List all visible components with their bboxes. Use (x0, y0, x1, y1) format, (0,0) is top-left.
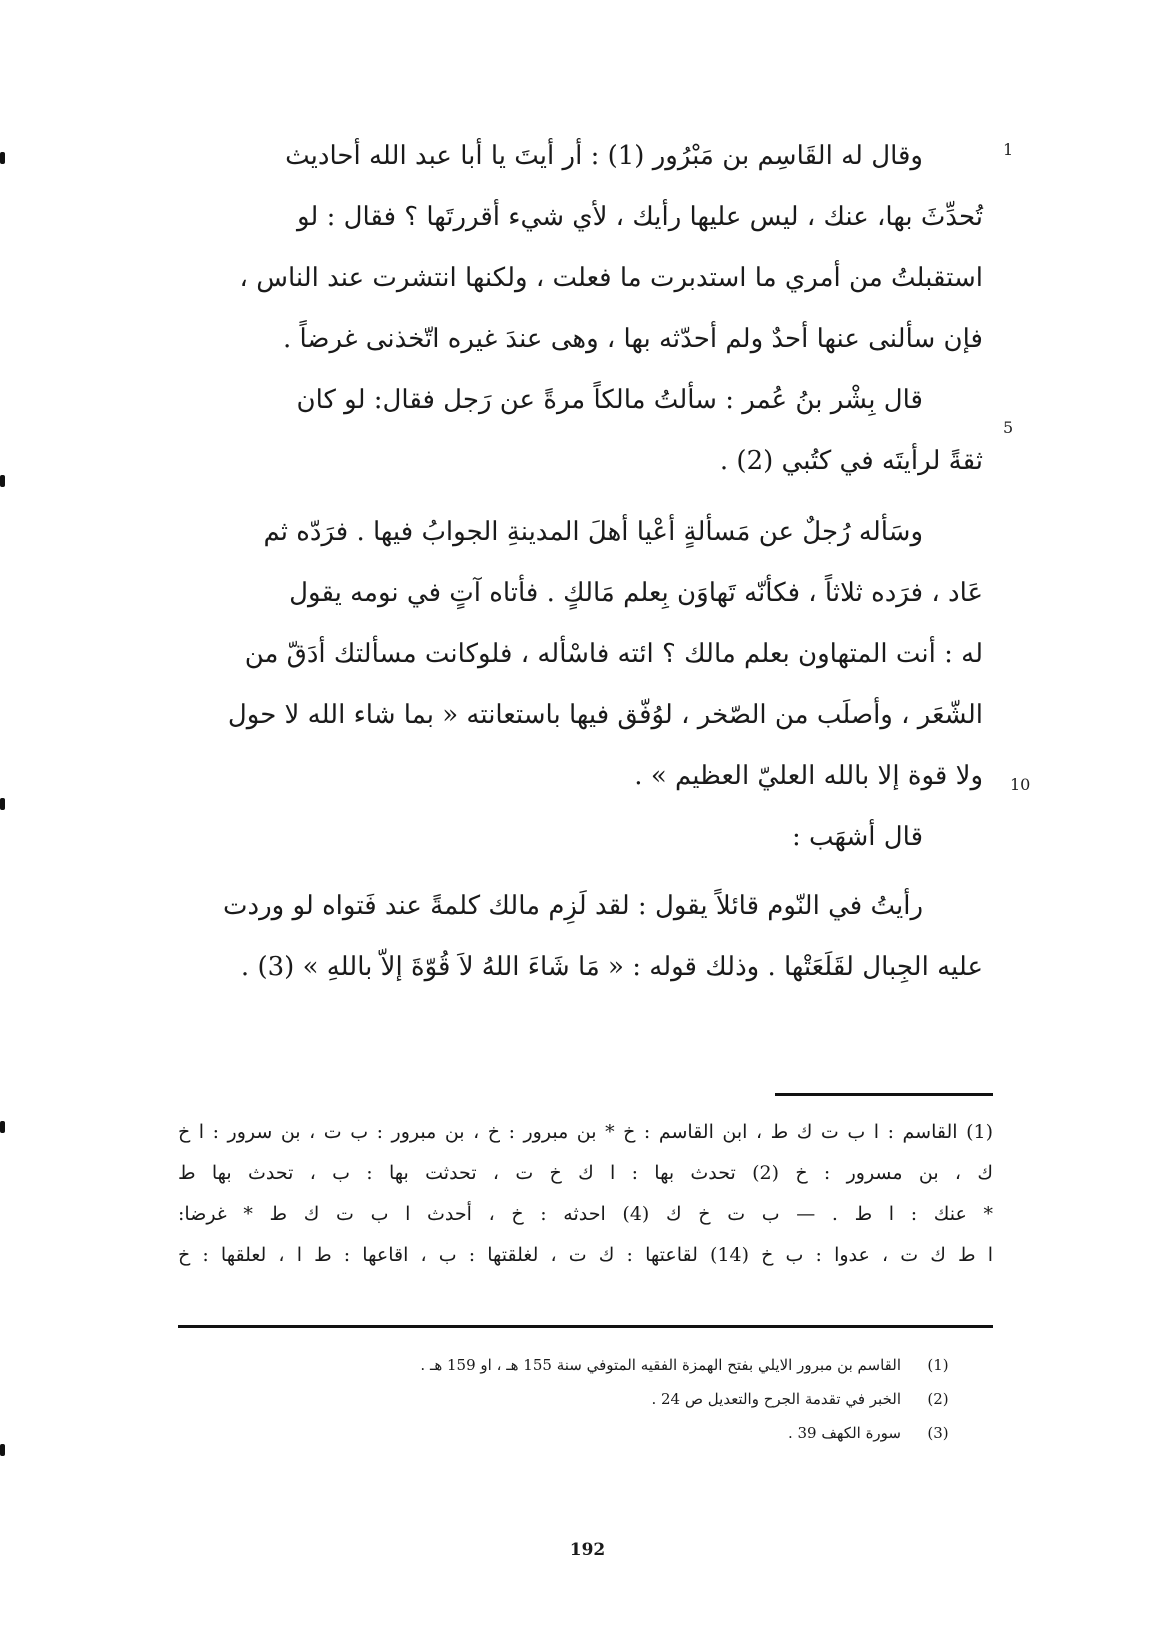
line-number-1: 1 (1003, 140, 1014, 159)
page-number: 192 (569, 1540, 606, 1560)
footnote-text: الخبر في تقدمة الجرح والتعديل ص 24 . (651, 1390, 901, 1408)
divider-rule (775, 1093, 993, 1096)
divider-rule (178, 1325, 993, 1328)
text-line: عَاد ، فرَده ثلاثاً ، فكأنّه تَهاوَن بِعلم مَالكٍ . فأتاه آتٍ في نومه يقول (289, 578, 983, 608)
scan-mark (0, 152, 5, 164)
variant-readings (178, 1112, 993, 1276)
variant-line: ك ، بن مسرور : خ (2) تحدث بها : ا ك خ ت ، تحدثت بها : ب ، تحدث بها ط (178, 1162, 993, 1184)
text-line: ولا قوة إلا بالله العليّ العظيم » . (634, 761, 983, 791)
text-line: رأيتُ في النّوم قائلاً يقول : لقد لَزِم مالك كلمةً عند فَتواه لو وردت (223, 891, 923, 921)
text-line: الشّعَر ، وأصلَب من الصّخر ، لوُفّق فيها باستعانته « بما شاء الله لا حول (227, 700, 983, 730)
scan-mark (0, 1444, 5, 1456)
footnote-text: القاسم بن مبرور الايلي بفتح الهمزة الفقيه المتوفي سنة 155 هـ ، او 159 هـ . (420, 1356, 901, 1374)
text-line: وسَأله رُجلٌ عن مَسألةٍ أعْيا أهلَ المدينةِ الجوابُ فيها . فرَدّه ثم (263, 517, 923, 547)
text-line: عليه الجِبال لقَلَعَتْها . وذلك قوله : « مَا شَاءَ اللهُ لاَ قُوّةَ إلاّ باللهِ » (3) . (240, 952, 983, 982)
variant-line: (1) القاسم : ا ب ت ك ط ، ابن القاسم : خ * بن مبرور : خ ، بن مبرور : ب ت ، بن سرور : ا خ (178, 1121, 993, 1143)
footnote-item (300, 1382, 955, 1416)
text-line: ثقةً لرأيتَه في كتُبي (2) . (719, 446, 983, 476)
scan-mark (0, 798, 5, 810)
text-line: قال بِشْر بنُ عُمر : سألتُ مالكاً مرةً عن رَجل فقال: لو كان (296, 385, 923, 415)
text-line: قال أشهَب : (791, 822, 923, 852)
footnote-number: (1) (927, 1356, 949, 1374)
footnote-text: سورة الكهف 39 . (787, 1424, 901, 1442)
text-line: وقال له القَاسِم بن مَبْرُور (1) : أر أيتَ يا أبا عبد الله أحاديث (285, 141, 923, 171)
main-text (178, 126, 983, 998)
scan-mark (0, 475, 5, 487)
text-line: له : أنت المتهاون بعلم مالك ؟ ائته فاسْأله ، فلوكانت مسألتك أدَقّ من (244, 639, 983, 669)
line-number-5: 5 (1003, 418, 1014, 437)
variant-line: * عنك : ا ط . — ب ت خ ك (4) احدثه : خ ، أحدث ا ب ت ك ط * غرضا: (178, 1203, 993, 1225)
scan-mark (0, 1121, 5, 1133)
line-number-10: 10 (1010, 775, 1031, 794)
variant-line: ا ط ك ت ، عدوا : ب خ (14) لقاعتها : ك ت ، لغلقتها : ب ، اقاعها : ط ا ، لعلقها : خ (178, 1244, 993, 1266)
footnote-item (300, 1416, 955, 1450)
footnote-number: (3) (927, 1424, 949, 1442)
text-line: تُحدِّثَ بها، عنك ، ليس عليها رأيك ، لأي شيء أقررتَها ؟ فقال : لو (296, 202, 983, 232)
text-line: استقبلتُ من أمري ما استدبرت ما فعلت ، ولكنها انتشرت عند الناس ، (239, 263, 983, 293)
footnote-number: (2) (927, 1390, 949, 1408)
footnotes (300, 1348, 955, 1450)
text-line: فإن سألنى عنها أحدٌ ولم أحدّثه بها ، وهى عندَ غيره اتّخذنى غرضاً . (282, 324, 983, 354)
footnote-item (300, 1348, 955, 1382)
